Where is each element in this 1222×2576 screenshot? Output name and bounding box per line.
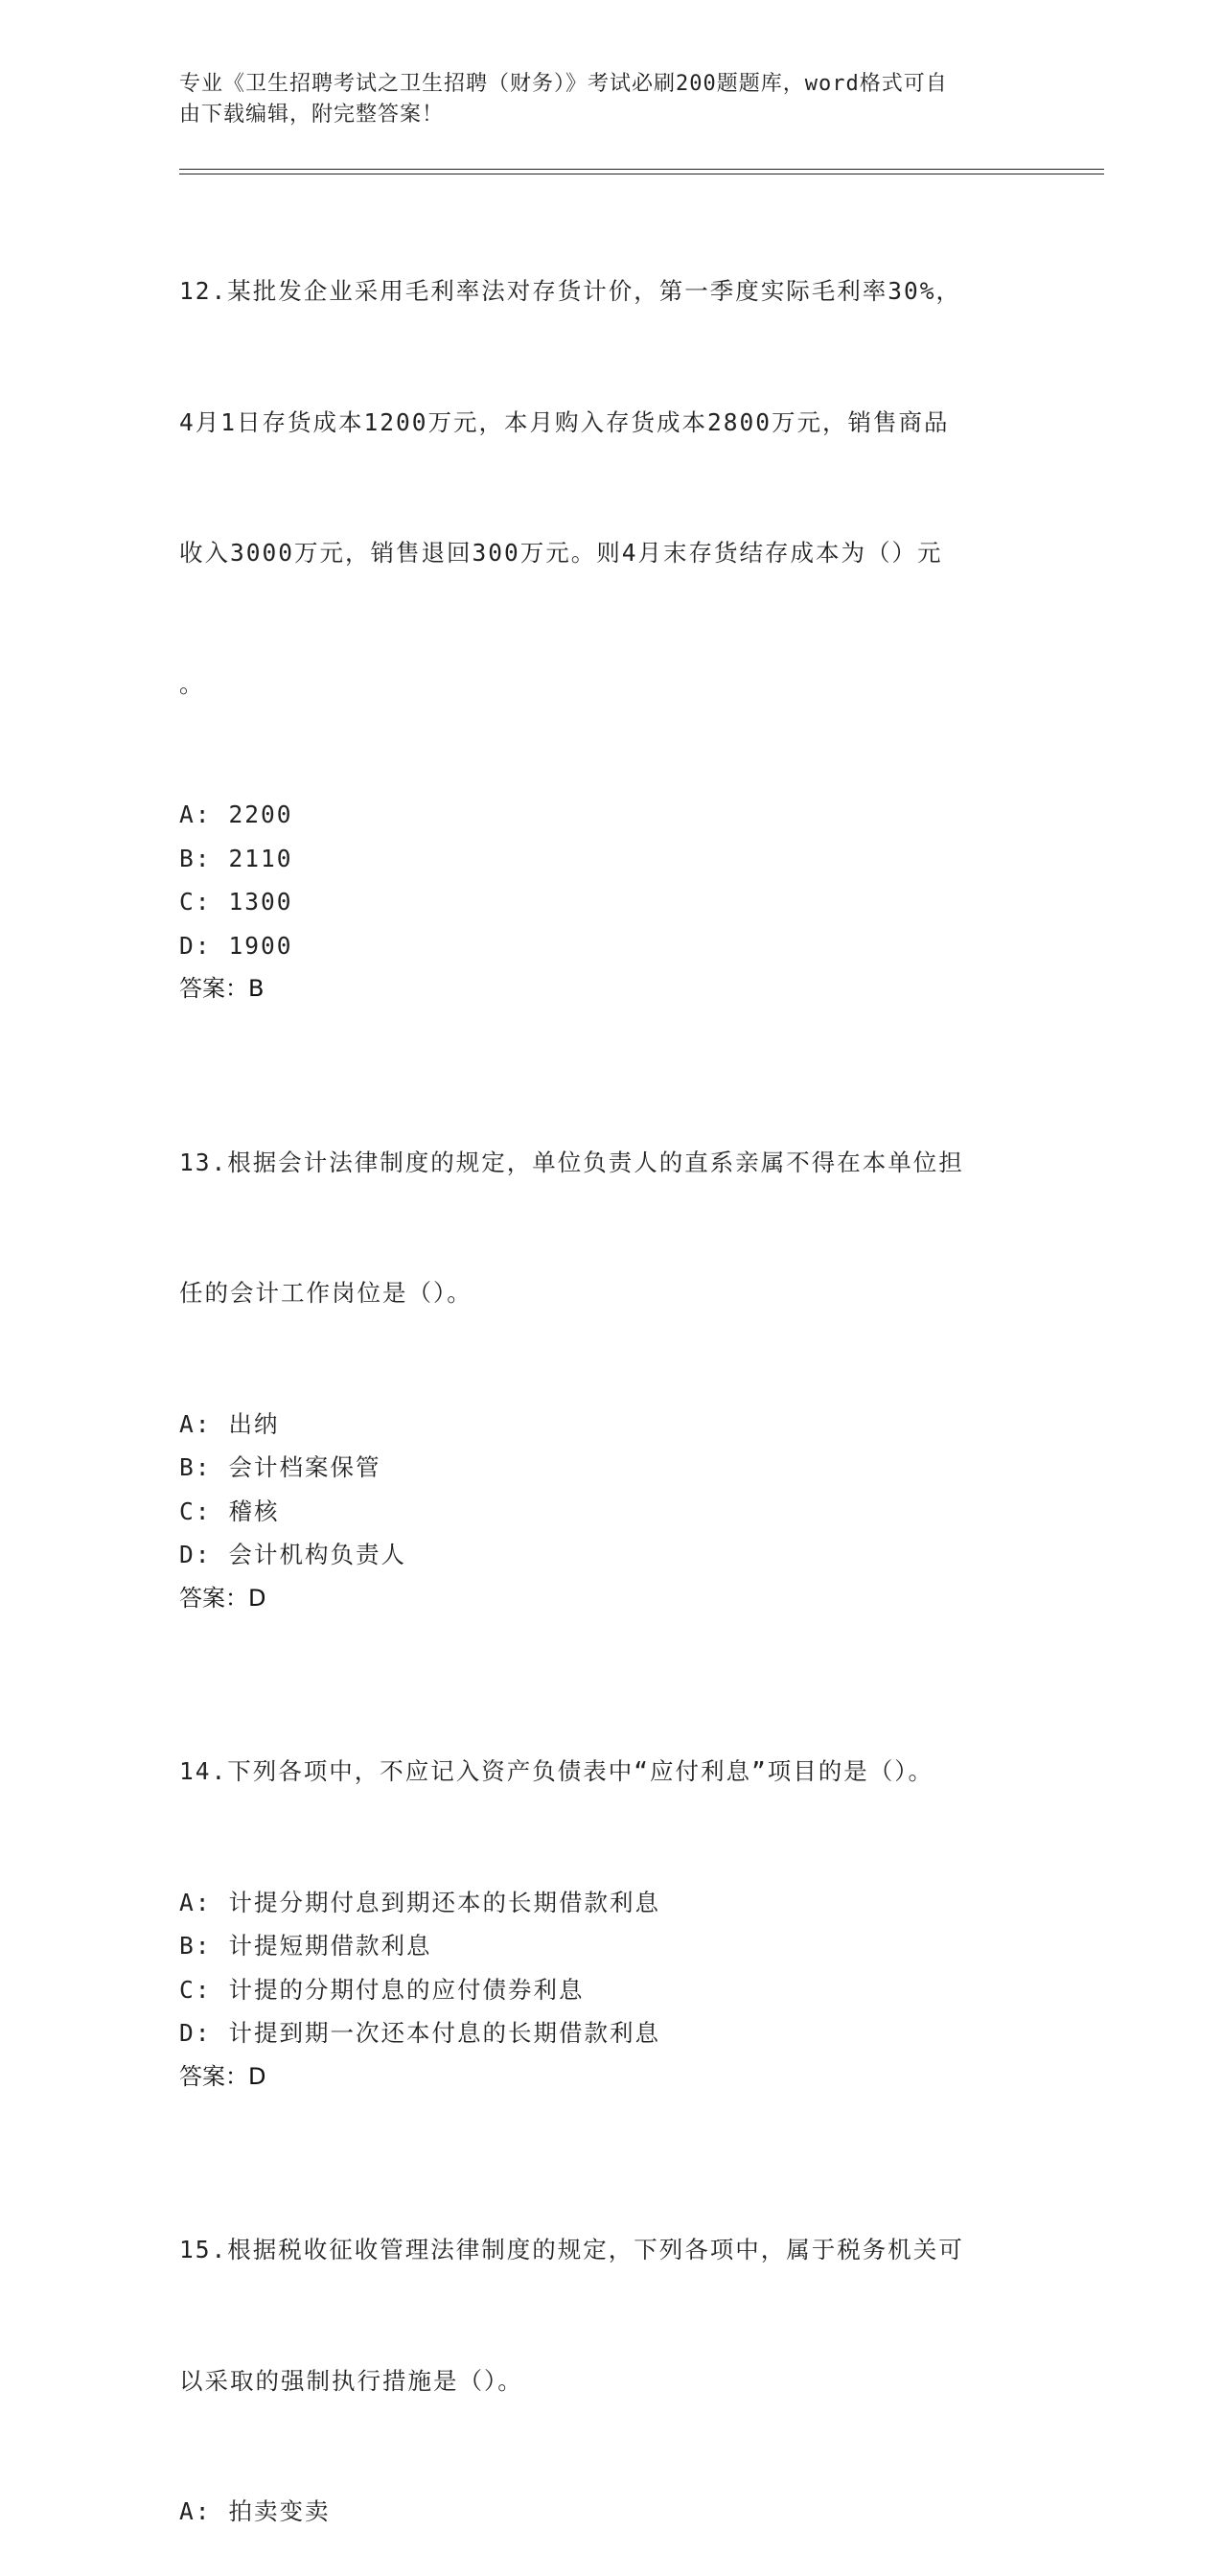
stem-line: 15.根据税收征收管理法律制度的规定，下列各项中，属于税务机关可 <box>179 2236 964 2263</box>
stem-line: 。 <box>179 669 205 698</box>
question-stem <box>179 1662 1042 1881</box>
answer-line: 答案：B <box>179 975 265 1002</box>
stem-line: 任的会计工作岗位是（）。 <box>179 1279 473 1307</box>
option-text: 稽核 <box>228 1497 280 1525</box>
option-text: 拍卖变卖 <box>228 2497 331 2525</box>
option-a <box>179 1403 1042 1447</box>
question-stem <box>179 2141 1042 2490</box>
option-key: A: <box>179 1888 212 1916</box>
header-divider-top <box>179 169 1104 170</box>
stem-line: 以采取的强制执行措施是（）。 <box>179 2366 523 2395</box>
option-text: 计提到期一次还本付息的长期借款利息 <box>228 2019 661 2047</box>
question-stem <box>179 182 1042 793</box>
option-key: A: <box>179 1409 212 1438</box>
option-key: D: <box>179 1541 212 1568</box>
option-d <box>179 924 1042 968</box>
stem-line: 收入3000万元，销售退回300万元。则4月末存货结存成本为（）元 <box>179 539 943 567</box>
stem-line: 12.某批发企业采用毛利率法对存货计价，第一季度实际毛利率30%， <box>179 277 961 305</box>
option-b <box>179 1446 1042 1490</box>
question-14 <box>179 1662 1042 2099</box>
stem-line: 4月1日存货成本1200万元，本月购入存货成本2800万元，销售商品 <box>179 407 950 436</box>
answer-line: 答案：D <box>179 2062 266 2090</box>
option-key: A: <box>179 2497 212 2525</box>
option-text: 1300 <box>228 888 293 916</box>
option-text: 计提分期付息到期还本的长期借款利息 <box>228 1888 661 1916</box>
option-d <box>179 2011 1042 2055</box>
option-d <box>179 1533 1042 1577</box>
question-13 <box>179 1054 1042 1621</box>
answer-line: 答案：D <box>179 1584 266 1612</box>
question-15 <box>179 2141 1042 2534</box>
option-a <box>179 2490 1042 2534</box>
question-12 <box>179 182 1042 1011</box>
option-text: 会计机构负责人 <box>228 1541 407 1568</box>
option-key: C: <box>179 1497 212 1525</box>
option-text: 计提短期借款利息 <box>228 1932 432 1960</box>
option-b <box>179 837 1042 881</box>
document-header <box>179 69 1023 130</box>
option-b <box>179 1924 1042 1968</box>
option-key: A: <box>179 801 212 828</box>
option-a <box>179 793 1042 837</box>
option-text: 2110 <box>228 844 293 872</box>
option-key: C: <box>179 888 212 916</box>
option-c <box>179 1490 1042 1534</box>
option-key: C: <box>179 1975 212 2004</box>
option-c <box>179 1968 1042 2012</box>
stem-line: 14.下列各项中，不应记入资产负债表中“应付利息”项目的是（）。 <box>179 1757 934 1785</box>
header-line-1: 专业《卫生招聘考试之卫生招聘（财务）》考试必刷200题题库，word格式可自 <box>179 72 948 96</box>
option-a <box>179 1881 1042 1925</box>
option-key: D: <box>179 931 212 960</box>
option-key: B: <box>179 1932 212 1960</box>
option-text: 计提的分期付息的应付债券利息 <box>228 1975 585 2004</box>
question-list <box>179 182 1042 2576</box>
option-text: 会计档案保管 <box>228 1453 381 1481</box>
stem-line: 13.根据会计法律制度的规定，单位负责人的直系亲属不得在本单位担 <box>179 1148 964 1176</box>
option-key: B: <box>179 1453 212 1481</box>
option-text: 2200 <box>228 801 293 828</box>
option-text: 出纳 <box>228 1409 280 1438</box>
option-key: D: <box>179 2019 212 2047</box>
question-stem <box>179 1054 1042 1403</box>
option-key: B: <box>179 844 212 872</box>
option-text: 1900 <box>228 931 293 960</box>
header-line-2: 由下载编辑，附完整答案！ <box>179 103 445 127</box>
option-c <box>179 880 1042 924</box>
